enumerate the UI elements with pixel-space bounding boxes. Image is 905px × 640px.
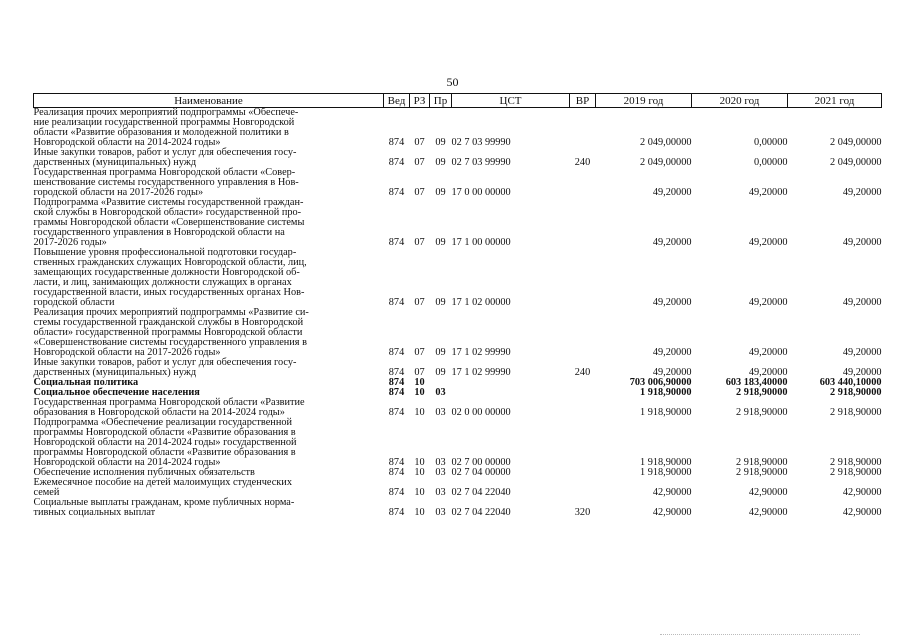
cell-vr — [570, 248, 596, 308]
cell-y2020: 49,20000 — [748, 237, 788, 248]
cell-pr: 03 — [435, 457, 446, 468]
cell-y2019: 42,90000 — [652, 487, 692, 498]
cell-y2021: 49,20000 — [842, 187, 882, 198]
table-row — [34, 418, 882, 468]
cell-rz: 10 — [414, 507, 425, 518]
row-name-line: Новгородской области на 2014-2024 годы» — [33, 457, 221, 468]
cell-y2021: 2 918,90000 — [830, 457, 882, 468]
cell-y2020: 2 918,90000 — [736, 387, 788, 398]
row-name-line: Иные закупки товаров, работ и услуг для обеспечения госу- — [33, 357, 297, 368]
row-name-line: ние реализации государственной программы Новгородской — [33, 117, 295, 128]
cell-y2020: 49,20000 — [748, 297, 788, 308]
cell-vr — [570, 168, 596, 198]
row-name-cell — [34, 498, 384, 518]
cell-cst — [452, 378, 570, 388]
header-rz: РЗ — [410, 94, 430, 108]
cell-ved: 874 — [388, 347, 405, 358]
cell-vr: 240 — [574, 367, 591, 378]
row-name-line: ской службы в Новгородской области» государственной про- — [33, 207, 302, 218]
cell-y2021: 49,20000 — [842, 297, 882, 308]
header-vr: ВР — [570, 94, 596, 108]
row-name-line: городской области — [33, 297, 115, 308]
row-name-line: программы Новгородской области «Развитие образования в — [33, 447, 296, 458]
row-name-cell — [34, 198, 384, 248]
cell-rz: 07 — [414, 157, 425, 168]
cell-pr: 09 — [435, 367, 446, 378]
cell-rz: 07 — [414, 237, 425, 248]
cell-ved: 874 — [388, 137, 405, 148]
cell-pr: 09 — [435, 187, 446, 198]
row-name-line: ственных гражданских служащих Новгородской области, лиц, — [33, 257, 307, 268]
row-name-line: замещающих государственные должности Новгородской об- — [33, 267, 300, 278]
cell-rz: 07 — [414, 187, 425, 198]
row-name-cell — [34, 308, 384, 358]
cell-vr — [570, 388, 596, 398]
row-name-line: шенствование системы государственного управления в Нов- — [33, 177, 299, 188]
row-name-line: области «Развитие образования и молодежной политики в — [33, 127, 289, 138]
cell-cst: 17 1 02 99990 — [451, 367, 511, 378]
cell-y2019: 42,90000 — [652, 507, 692, 518]
cell-vr — [570, 418, 596, 468]
row-name-line: семей — [33, 487, 60, 498]
table-row — [34, 358, 882, 378]
row-name-line: Социальная политика — [33, 377, 139, 388]
cell-y2019: 2 049,00000 — [640, 157, 692, 168]
row-name-line: государственного управления в Новгородской области на — [33, 227, 285, 238]
cell-cst: 02 7 04 00000 — [451, 467, 511, 478]
table-row — [34, 398, 882, 418]
cell-y2019: 1 918,90000 — [640, 387, 692, 398]
table-body — [34, 108, 882, 519]
row-name-cell — [34, 418, 384, 468]
cell-pr: 03 — [435, 507, 446, 518]
cell-cst — [452, 388, 570, 398]
cell-y2020: 2 918,90000 — [736, 407, 788, 418]
page-edge-mark — [660, 634, 860, 638]
page-number: 50 — [446, 75, 459, 89]
row-name-line: Подпрограмма «Обеспечение реализации государственной — [33, 417, 292, 428]
table-row — [34, 478, 882, 498]
cell-y2020: 2 918,90000 — [736, 467, 788, 478]
row-name-line: дарственных (муниципальных) нужд — [33, 157, 197, 168]
cell-y2020: 42,90000 — [748, 507, 788, 518]
cell-y2019: 49,20000 — [652, 367, 692, 378]
cell-y2020: 49,20000 — [748, 347, 788, 358]
cell-y2020: 0,00000 — [754, 137, 788, 148]
cell-y2019: 1 918,90000 — [640, 467, 692, 478]
row-name-line: «Совершенствование системы государственного управления в — [33, 337, 307, 348]
cell-y2021: 49,20000 — [842, 367, 882, 378]
table-row — [34, 108, 882, 149]
cell-y2021: 2 049,00000 — [830, 137, 882, 148]
cell-pr: 09 — [435, 157, 446, 168]
cell-cst: 02 7 04 22040 — [451, 507, 511, 518]
cell-rz: 10 — [414, 487, 425, 498]
cell-y2021: 603 440,10000 — [819, 377, 882, 388]
cell-y2021: 2 918,90000 — [830, 467, 882, 478]
row-name-line: стемы государственной гражданской службы в Новгородской — [33, 317, 304, 328]
cell-pr: 09 — [435, 137, 446, 148]
cell-vr — [570, 308, 596, 358]
row-name-line: 2017-2026 годы» — [33, 237, 107, 248]
row-name-line: Новгородской области на 2017-2026 годы» — [33, 347, 221, 358]
cell-y2020: 0,00000 — [754, 157, 788, 168]
cell-y2019: 49,20000 — [652, 347, 692, 358]
cell-y2021: 42,90000 — [842, 487, 882, 498]
row-name-line: Иные закупки товаров, работ и услуг для обеспечения госу- — [33, 147, 297, 158]
header-cst: ЦСТ — [452, 94, 570, 108]
header-name: Наименование — [34, 94, 384, 108]
cell-y2020: 2 918,90000 — [736, 457, 788, 468]
cell-rz: 10 — [414, 377, 425, 388]
cell-y2021: 2 918,90000 — [830, 407, 882, 418]
table-row — [34, 308, 882, 358]
row-name-line: Подпрограмма «Развитие системы государственной граждан- — [33, 197, 304, 208]
row-name-line: образования в Новгородской области на 2014-2024 годы» — [33, 407, 285, 418]
cell-vr — [570, 398, 596, 418]
row-name-cell — [34, 168, 384, 198]
cell-vr — [570, 378, 596, 388]
cell-ved: 874 — [388, 387, 405, 398]
cell-y2020: 49,20000 — [748, 367, 788, 378]
row-name-cell — [34, 108, 384, 149]
row-name-cell — [34, 248, 384, 308]
cell-y2020: 603 183,40000 — [725, 377, 788, 388]
cell-y2021: 2 049,00000 — [830, 157, 882, 168]
cell-y2020: 42,90000 — [748, 487, 788, 498]
cell-y2019: 1 918,90000 — [640, 457, 692, 468]
row-name-line: программы Новгородской области «Развитие образования в — [33, 427, 296, 438]
row-name-line: Ежемесячное пособие на детей малоимущих студенческих — [33, 477, 292, 488]
table-row — [34, 498, 882, 518]
cell-cst: 02 0 00 00000 — [451, 407, 511, 418]
cell-ved: 874 — [388, 457, 405, 468]
header-ved: Вед — [384, 94, 410, 108]
row-name-line: государственной власти, иных государственных органах Нов- — [33, 287, 305, 298]
table-row — [34, 168, 882, 198]
header-2020: 2020 год — [692, 94, 788, 108]
row-name-line: граммы Новгородской области «Совершенствование системы — [33, 217, 305, 228]
cell-rz: 10 — [414, 467, 425, 478]
cell-y2019: 49,20000 — [652, 187, 692, 198]
cell-pr: 09 — [435, 347, 446, 358]
cell-ved: 874 — [388, 407, 405, 418]
cell-pr: 03 — [435, 487, 446, 498]
cell-y2019: 703 006,90000 — [629, 377, 692, 388]
row-name-line: тивных социальных выплат — [33, 507, 156, 518]
cell-ved: 874 — [388, 297, 405, 308]
cell-vr — [570, 468, 596, 478]
cell-cst: 02 7 03 99990 — [451, 137, 511, 148]
cell-vr: 240 — [574, 157, 591, 168]
cell-pr: 03 — [435, 407, 446, 418]
cell-pr: 09 — [435, 297, 446, 308]
row-name-line: Реализация прочих мероприятий подпрограммы «Развитие си- — [33, 307, 309, 318]
cell-pr: 03 — [435, 467, 446, 478]
cell-cst: 02 7 00 00000 — [451, 457, 511, 468]
cell-y2020: 49,20000 — [748, 187, 788, 198]
header-2019: 2019 год — [596, 94, 692, 108]
cell-ved: 874 — [388, 367, 405, 378]
header-pr: Пр — [430, 94, 452, 108]
cell-y2019: 49,20000 — [652, 297, 692, 308]
row-name-cell — [34, 398, 384, 418]
table-row — [34, 248, 882, 308]
row-name-line: Новгородской области на 2014-2024 годы» государственной — [33, 437, 297, 448]
cell-ved: 874 — [388, 507, 405, 518]
cell-rz: 10 — [414, 387, 425, 398]
cell-y2019: 1 918,90000 — [640, 407, 692, 418]
cell-rz: 07 — [414, 297, 425, 308]
cell-y2019: 2 049,00000 — [640, 137, 692, 148]
cell-y2021: 49,20000 — [842, 237, 882, 248]
cell-cst: 17 0 00 00000 — [451, 187, 511, 198]
cell-cst: 17 1 02 99990 — [451, 347, 511, 358]
cell-rz: 10 — [414, 457, 425, 468]
cell-ved: 874 — [388, 487, 405, 498]
row-name-line: Государственная программа Новгородской области «Совер- — [33, 167, 296, 178]
cell-pr: 03 — [435, 387, 446, 398]
cell-ved: 874 — [388, 187, 405, 198]
cell-vr — [570, 478, 596, 498]
cell-vr: 320 — [574, 507, 591, 518]
row-name-cell — [34, 358, 384, 378]
table-row — [34, 198, 882, 248]
budget-table — [33, 93, 882, 518]
row-name-line: Реализация прочих мероприятий подпрограммы «Обеспече- — [33, 107, 299, 118]
cell-y2021: 42,90000 — [842, 507, 882, 518]
row-name-line: области» государственной программы Новгородской области — [33, 327, 303, 338]
cell-vr — [570, 108, 596, 149]
row-name-cell — [34, 148, 384, 168]
row-name-line: дарственных (муниципальных) нужд — [33, 367, 197, 378]
row-name-line: Социальное обеспечение населения — [33, 387, 200, 398]
row-name-line: Государственная программа Новгородской области «Развитие — [33, 397, 305, 408]
cell-cst: 02 7 03 99990 — [451, 157, 511, 168]
cell-rz: 07 — [414, 347, 425, 358]
cell-cst: 02 7 04 22040 — [451, 487, 511, 498]
row-name-cell — [34, 478, 384, 498]
cell-vr — [570, 198, 596, 248]
cell-ved: 874 — [388, 467, 405, 478]
row-name-line: ласти, и лиц, занимающих должности служащих в органах — [33, 277, 292, 288]
cell-ved: 874 — [388, 157, 405, 168]
cell-y2021: 49,20000 — [842, 347, 882, 358]
cell-ved: 874 — [388, 237, 405, 248]
table-header-row — [34, 94, 882, 108]
row-name-line: Новгородской области на 2014-2024 годы» — [33, 137, 221, 148]
row-name-line: городской области на 2017-2026 годы» — [33, 187, 204, 198]
header-2021: 2021 год — [788, 94, 882, 108]
cell-cst: 17 1 02 00000 — [451, 297, 511, 308]
cell-y2021: 2 918,90000 — [830, 387, 882, 398]
cell-cst: 17 1 00 00000 — [451, 237, 511, 248]
cell-rz: 07 — [414, 367, 425, 378]
cell-rz: 07 — [414, 137, 425, 148]
cell-rz: 10 — [414, 407, 425, 418]
cell-y2019: 49,20000 — [652, 237, 692, 248]
table-row — [34, 148, 882, 168]
row-name-line: Социальные выплаты гражданам, кроме публичных норма- — [33, 497, 295, 508]
cell-pr: 09 — [435, 237, 446, 248]
row-name-line: Обеспечение исполнения публичных обязательств — [33, 467, 255, 478]
row-name-line: Повышение уровня профессиональной подготовки государ- — [33, 247, 297, 258]
cell-ved: 874 — [388, 377, 405, 388]
